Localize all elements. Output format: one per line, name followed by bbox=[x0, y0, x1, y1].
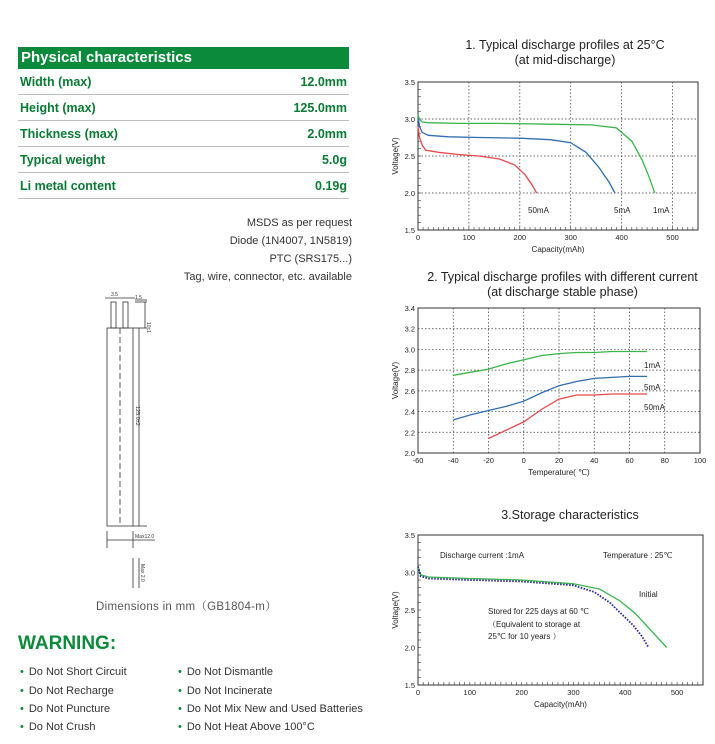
y-tick-label: 1.5 bbox=[404, 226, 415, 235]
x-tick-label: 60 bbox=[625, 456, 634, 465]
table-row bbox=[18, 121, 349, 147]
annotation-label: 1mA bbox=[644, 361, 661, 370]
x-axis-label: Temperature( ℃) bbox=[528, 468, 590, 477]
y-tick-label: 2.4 bbox=[404, 407, 415, 417]
row-label: Thickness (max) bbox=[20, 127, 118, 141]
annotation-label: 25℃ for 10 years ） bbox=[488, 632, 561, 641]
chart1-title-block bbox=[420, 38, 710, 68]
x-tick-label: 400 bbox=[619, 688, 632, 697]
y-tick-label: 2.8 bbox=[404, 366, 415, 376]
y-tick-label: 2.5 bbox=[404, 152, 415, 161]
x-tick-label: 100 bbox=[463, 688, 477, 697]
x-axis-label: Capacity(mAh) bbox=[531, 245, 585, 254]
table-row bbox=[18, 173, 349, 199]
row-label: Height (max) bbox=[20, 101, 96, 115]
annotation-label: 5mA bbox=[644, 383, 661, 392]
physical-title: Physical characteristics bbox=[18, 47, 349, 69]
annotation-label: Stored for 225 days at 60 ℃ bbox=[488, 607, 590, 616]
annotation-label: 50mA bbox=[528, 206, 549, 215]
series-line-1 bbox=[418, 115, 615, 193]
dim-top-offset: 1.5 bbox=[135, 295, 142, 301]
warning-item: • Do Not Short Circuit bbox=[20, 666, 127, 678]
annotation-label: 5mA bbox=[614, 206, 631, 215]
chart1-discharge-25c bbox=[375, 72, 715, 267]
row-value: 2.0mm bbox=[307, 127, 347, 141]
warning-title: WARNING: bbox=[18, 633, 117, 654]
x-tick-label: 500 bbox=[666, 233, 679, 242]
annotation-label: 50mA bbox=[644, 403, 665, 412]
option-item: Tag, wire, connector, etc. available bbox=[183, 271, 352, 283]
x-tick-label: 0 bbox=[415, 688, 421, 697]
y-tick-label: 2.2 bbox=[404, 428, 415, 438]
dim-height: 125.0±2 bbox=[134, 406, 140, 426]
y-tick-label: 1.5 bbox=[404, 681, 415, 690]
x-tick-label: -20 bbox=[483, 456, 494, 465]
options-list bbox=[184, 214, 352, 286]
y-axis-label: Voltage(V) bbox=[391, 137, 400, 175]
chart2-temperature bbox=[375, 298, 715, 493]
x-tick-label: -60 bbox=[412, 456, 424, 465]
x-tick-label: 20 bbox=[554, 456, 564, 465]
chart2-title-block bbox=[410, 270, 715, 300]
warning-item: • Do Not Dismantle bbox=[178, 666, 274, 678]
y-tick-label: 3.0 bbox=[404, 115, 415, 124]
dim-width: Max12.0 bbox=[135, 534, 155, 540]
chart1-title: 1. Typical discharge profiles at 25°C bbox=[465, 38, 665, 52]
chart1-subtitle: (at mid-discharge) bbox=[514, 53, 616, 67]
warning-item: • Do Not Puncture bbox=[20, 703, 111, 715]
y-tick-label: 2.0 bbox=[404, 189, 415, 198]
series-line-0 bbox=[453, 352, 647, 376]
chart2-title: 2. Typical discharge profiles with different current bbox=[427, 270, 698, 284]
x-axis-label: Capacity(mAh) bbox=[534, 700, 587, 709]
dim-thickness: Max 2.0 bbox=[139, 564, 145, 582]
warning-item: • Do Not Mix New and Used Batteries bbox=[178, 703, 363, 715]
chart2-subtitle: (at discharge stable phase) bbox=[487, 285, 638, 299]
x-tick-label: 500 bbox=[670, 688, 684, 697]
annotation-label: Discharge current :1mA bbox=[440, 551, 525, 560]
tab-right bbox=[123, 302, 128, 328]
y-tick-label: 3.5 bbox=[404, 531, 415, 540]
annotation-label: （Equivalent to storage at bbox=[488, 620, 581, 629]
dimension-caption: Dimensions in mm（GB1804-m） bbox=[96, 601, 277, 613]
x-tick-label: 400 bbox=[615, 233, 628, 242]
row-label: Width (max) bbox=[20, 75, 92, 89]
row-value: 12.0mm bbox=[300, 75, 347, 89]
x-tick-label: 0 bbox=[521, 456, 526, 465]
y-tick-label: 3.5 bbox=[404, 78, 415, 87]
y-tick-label: 3.4 bbox=[404, 304, 415, 313]
row-label: Typical weight bbox=[20, 153, 106, 167]
series-line-1 bbox=[453, 376, 647, 420]
y-tick-label: 3.0 bbox=[404, 345, 415, 355]
y-tick-label: 2.0 bbox=[404, 449, 415, 458]
row-value: 125.0mm bbox=[293, 101, 347, 115]
y-axis-label: Voltage(V) bbox=[391, 591, 400, 629]
y-axis-label: Voltage(V) bbox=[391, 361, 400, 400]
x-tick-label: 40 bbox=[590, 456, 599, 465]
option-item: Diode (1N4007, 1N5819) bbox=[229, 235, 352, 247]
annotation-label: Temperature : 25℃ bbox=[603, 551, 673, 560]
x-tick-label: 0 bbox=[415, 233, 421, 242]
x-tick-label: 100 bbox=[462, 233, 476, 242]
tab-left bbox=[111, 302, 116, 328]
y-tick-label: 3.2 bbox=[404, 324, 415, 334]
x-tick-label: 80 bbox=[660, 456, 669, 465]
row-value: 0.19g bbox=[315, 179, 347, 193]
dim-top-width: 3.5 bbox=[111, 292, 118, 298]
series-line-2 bbox=[489, 394, 648, 439]
y-tick-label: 2.5 bbox=[404, 606, 415, 615]
x-tick-label: 200 bbox=[515, 688, 528, 697]
warning-item: • Do Not Heat Above 100°C bbox=[178, 721, 315, 733]
table-row bbox=[18, 69, 349, 95]
row-label: Li metal content bbox=[20, 179, 116, 193]
x-tick-label: 300 bbox=[564, 233, 577, 242]
option-item: PTC (SRS175...) bbox=[269, 253, 352, 265]
y-tick-label: 2.6 bbox=[404, 386, 415, 396]
y-tick-label: 3.0 bbox=[404, 568, 415, 578]
y-tick-label: 2.0 bbox=[404, 643, 415, 653]
x-tick-label: 200 bbox=[513, 233, 527, 242]
x-tick-label: -40 bbox=[447, 456, 459, 465]
x-tick-label: 300 bbox=[567, 688, 580, 697]
table-row bbox=[18, 95, 349, 121]
chart3-title: 3.Storage characteristics bbox=[501, 508, 639, 522]
x-tick-label: 100 bbox=[693, 456, 707, 465]
warning-item: • Do Not Crush bbox=[20, 721, 96, 733]
row-value: 5.0g bbox=[321, 153, 347, 167]
chart3-storage bbox=[375, 525, 715, 720]
dim-tab-height: 10±1 bbox=[145, 322, 151, 334]
option-item: MSDS as per request bbox=[246, 217, 352, 229]
warning-item: • Do Not Recharge bbox=[20, 685, 114, 697]
table-row bbox=[18, 147, 349, 173]
annotation-label: 1mA bbox=[653, 206, 670, 215]
annotation-label: Initial bbox=[639, 590, 658, 599]
warning-item: • Do Not Incinerate bbox=[178, 685, 273, 697]
dimension-drawing bbox=[95, 288, 175, 588]
